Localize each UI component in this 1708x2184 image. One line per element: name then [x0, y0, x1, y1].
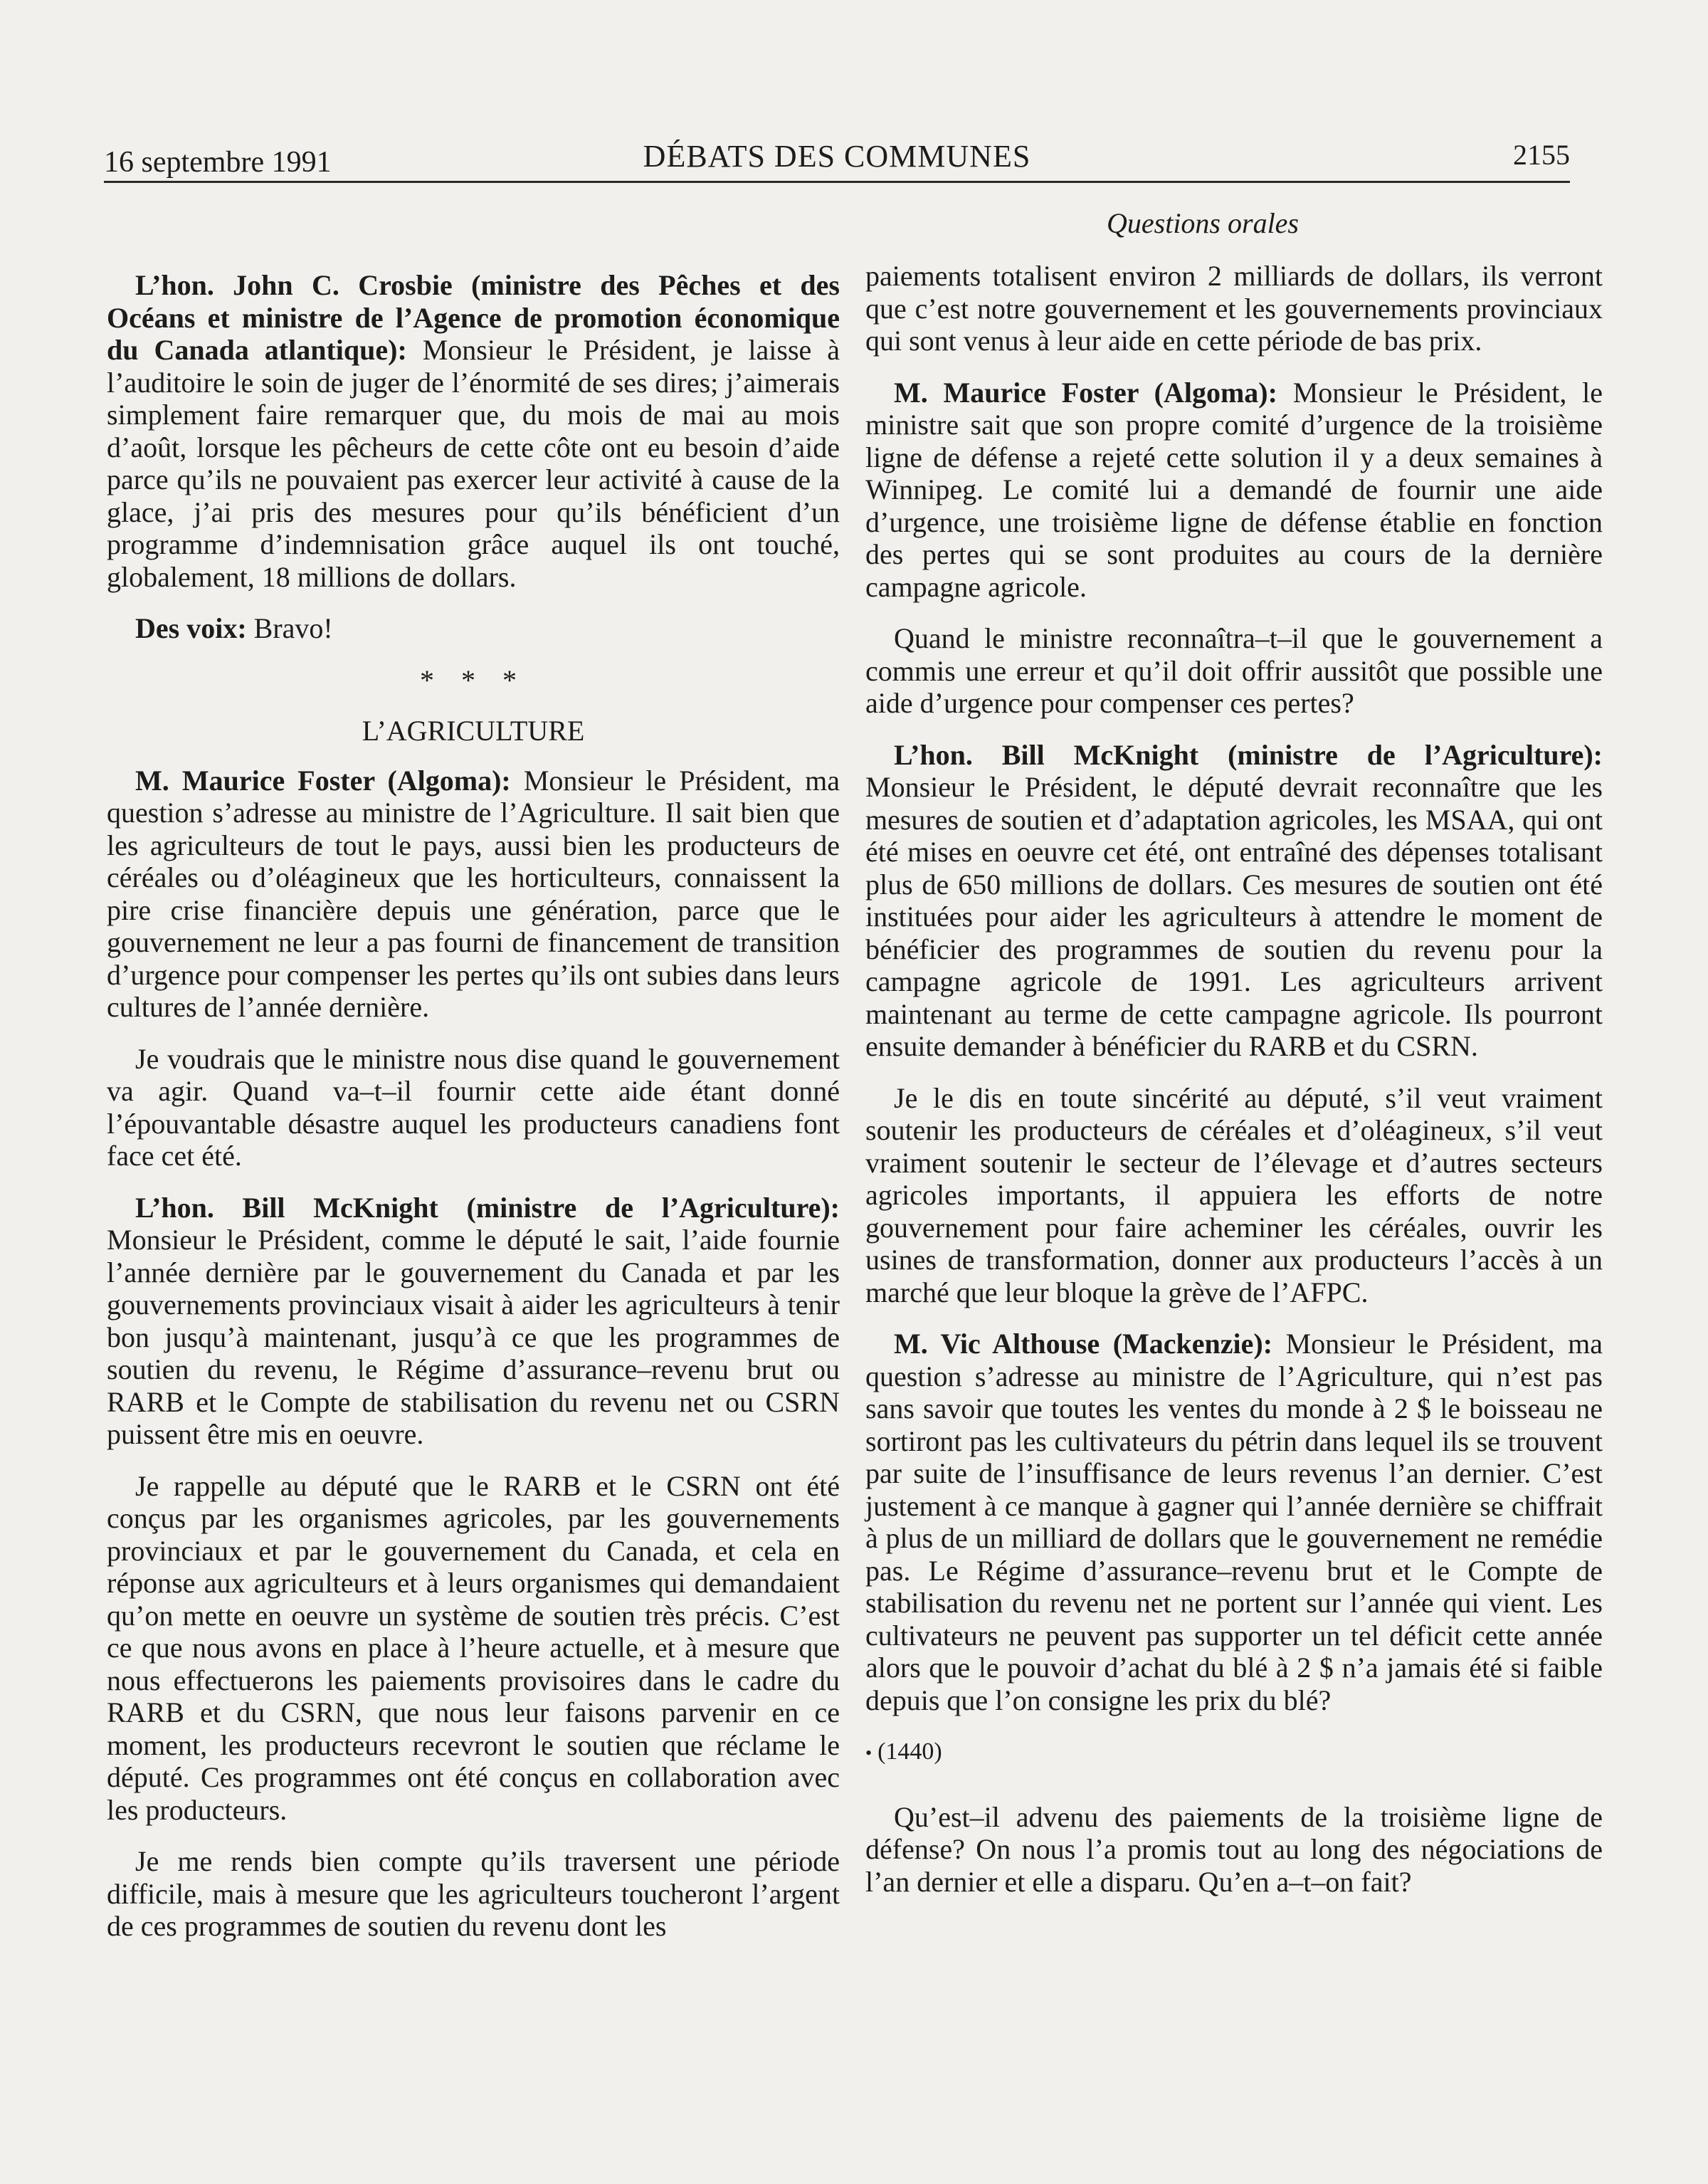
- paragraph: Je me rends bien compte qu’ils traversent une période difficile, mais à mesure que les agriculteurs toucheront l’argent de ces programmes de soutien du revenu dont les: [107, 1845, 840, 1942]
- paragraph: [865, 377, 1603, 604]
- paragraph: [107, 765, 840, 1024]
- speech-text: Monsieur le Président, le député devrait reconnaître que les mesures de soutien et d’adaptation agricoles, les MSAA, qui ont été mises en oeuvre cet été, ont entraîné des dépenses totalisant plus de 650 millions de dollars. Ces mesures de soutien ont été instituées pour aider les agriculteurs à attendre le moment de bénéficier des programmes de soutien du revenu pour la campagne agricole de 1991. Les agriculteurs arrivent maintenant au terme de cette campagne agricole. Ils pourront ensuite demander à bénéficier du RARB et du CSRN.: [865, 771, 1603, 1062]
- paragraph: Quand le ministre reconnaîtra–t–il que le gouvernement a commis une erreur et qu’il doit offrir aussitôt que possible une aide d’urgence pour compenser ces pertes?: [865, 622, 1603, 719]
- section-heading: L’AGRICULTURE: [362, 715, 585, 747]
- speaker-name: M. Maurice Foster (Algoma):: [894, 376, 1277, 409]
- paragraph: Je le dis en toute sincérité au député, s’il veut vraiment soutenir les producteurs de céréales et d’oléagineux, s’il veut vraiment soutenir le secteur de l’élevage et d’autres secteurs agricoles importants, il appuiera les efforts de notre gouvernement pour faire acheminer les céréales, ouvrir les usines de transformation, donner aux producteurs l’accès à un marché que leur bloque la grève de l’AFPC.: [865, 1081, 1603, 1308]
- paragraph: Je voudrais que le ministre nous dise quand le gouvernement va agir. Quand va–t–il fournir cette aide étant donné l’épouvantable désastre auquel les producteurs canadiens font face cet été.: [107, 1042, 840, 1172]
- header-title: DÉBATS DES COMMUNES: [643, 139, 1031, 174]
- timestamp: [865, 1736, 1603, 1770]
- speaker-name: L’hon. Bill McKnight (ministre de l’Agriculture):: [135, 1191, 840, 1224]
- speech-text: Monsieur le Président, ma question s’adresse au ministre de l’Agriculture. Il sait bien que les agriculteurs de tout le pays, aussi bien les producteurs de céréales ou d’oléagineux que les horticulteurs, connaissent la pire crise financière depuis une génération, parce que le gouvernement ne leur a pas fourni de financement de transition d’urgence pour compenser les pertes qu’ils ont subies dans leurs cultures de l’année dernière.: [107, 764, 840, 1023]
- speech-text: Monsieur le Président, comme le député le sait, l’aide fournie l’année dernière par le gouvernement du Canada et par les gouvernements provinciaux visait à aider les agriculteurs à tenir bon jusqu’à maintenant, jusqu’à ce que les programmes de soutien du revenu, le Régime d’assurance–revenu brut ou RARB et le Compte de stabilisation du revenu net ou CSRN puissent être mis en oeuvre.: [107, 1224, 840, 1450]
- paragraph: [865, 739, 1603, 1063]
- section-label: Questions orales: [1107, 207, 1299, 239]
- right-column: [865, 260, 1603, 1917]
- speaker-name: L’hon. John C. Crosbie (ministre des Pêches et des Océans et ministre de l’Agence de promotion économique du Canada atlantique):: [107, 269, 840, 366]
- speech-text: Monsieur le Président, le ministre sait que son propre comité d’urgence de la troisième ligne de défense a rejeté cette solution il y a deux semaines à Winnipeg. Le comité lui a demandé de fournir une aide d’urgence, une troisième ligne de défense établie en fonction des pertes qui se sont produites au cours de la dernière campagne agricole.: [865, 376, 1603, 603]
- paragraph: [107, 1192, 840, 1451]
- paragraph: Qu’est–il advenu des paiements de la troisième ligne de défense? On nous l’a promis tout au long des négociations de l’an dernier et elle a disparu. Qu’en a–t–on fait?: [865, 1800, 1603, 1898]
- paragraph: paiements totalisent environ 2 milliards de dollars, ils verront que c’est notre gouvernement et les gouvernements provinciaux qui sont venus à leur aide en cette période de bas prix.: [865, 260, 1603, 357]
- speaker-name: Des voix:: [135, 612, 247, 644]
- speaker-name: M. Maurice Foster (Algoma):: [135, 764, 511, 797]
- speech-text: Monsieur le Président, ma question s’adresse au ministre de l’Agriculture, qui n’est pas sans savoir que toutes les ventes du monde à 2 $ le boisseau ne sortiront pas les cultivateurs du pétrin dans lequel ils se trouvent par suite de l’insuffisance de leurs revenus l’an dernier. C’est justement à ce manque à gagner qui l’année dernière se chiffrait à plus de un milliard de dollars que le gouvernement ne remédie pas. Le Régime d’assurance–revenu brut et le Compte de stabilisation du revenu net ne portent sur l’année qui vient. Les cultivateurs ne peuvent pas supporter un tel déficit cette année alors que le pouvoir d’achat du blé à 2 $ n’a jamais été si faible depuis que l’on consigne les prix du blé?: [865, 1328, 1603, 1716]
- paragraph: [865, 1328, 1603, 1716]
- paragraph: Je rappelle au député que le RARB et le CSRN ont été conçus par les organismes agricoles, par les gouvernements provinciaux et par le gouvernement du Canada, et cela en réponse aux agriculteurs et à leurs organismes qui demandaient qu’on mette en oeuvre un système de soutien très précis. C’est ce que nous avons en place à l’heure actuelle, et à mesure que nous effectuerons les paiements provisoires dans le cadre du RARB et du CSRN, que nous leur faisons parvenir en ce moment, les producteurs recevront le soutien que réclame le député. Ces programmes ont été conçus en collaboration avec les producteurs.: [107, 1469, 840, 1826]
- left-column: [107, 269, 840, 1962]
- paragraph: [107, 269, 840, 593]
- paragraph: [107, 612, 840, 645]
- speaker-name: L’hon. Bill McKnight (ministre de l’Agriculture):: [894, 738, 1603, 771]
- header-page-number: 2155: [1513, 139, 1570, 171]
- bullet-icon: •: [865, 1743, 873, 1764]
- header-date: 16 septembre 1991: [104, 146, 332, 179]
- timestamp-text: (1440): [877, 1738, 942, 1765]
- page-header: [104, 135, 1570, 183]
- speech-text: Bravo!: [246, 612, 333, 644]
- speaker-name: M. Vic Althouse (Mackenzie):: [894, 1328, 1273, 1360]
- speech-text: Monsieur le Président, je laisse à l’auditoire le soin de juger de l’énormité de ses dires; j’aimerais simplement faire remarquer que, du mois de mai au mois d’août, lorsque les pêcheurs de cette côte ont eu besoin d’aide parce qu’ils ne pouvaient pas exercer leur activité à cause de la glace, j’ai pris des mesures pour qu’ils bénéficient d’un programme d’indemnisation grâce auquel ils ont touché, globalement, 18 millions de dollars.: [107, 334, 840, 593]
- section-separator: * * *: [420, 663, 527, 696]
